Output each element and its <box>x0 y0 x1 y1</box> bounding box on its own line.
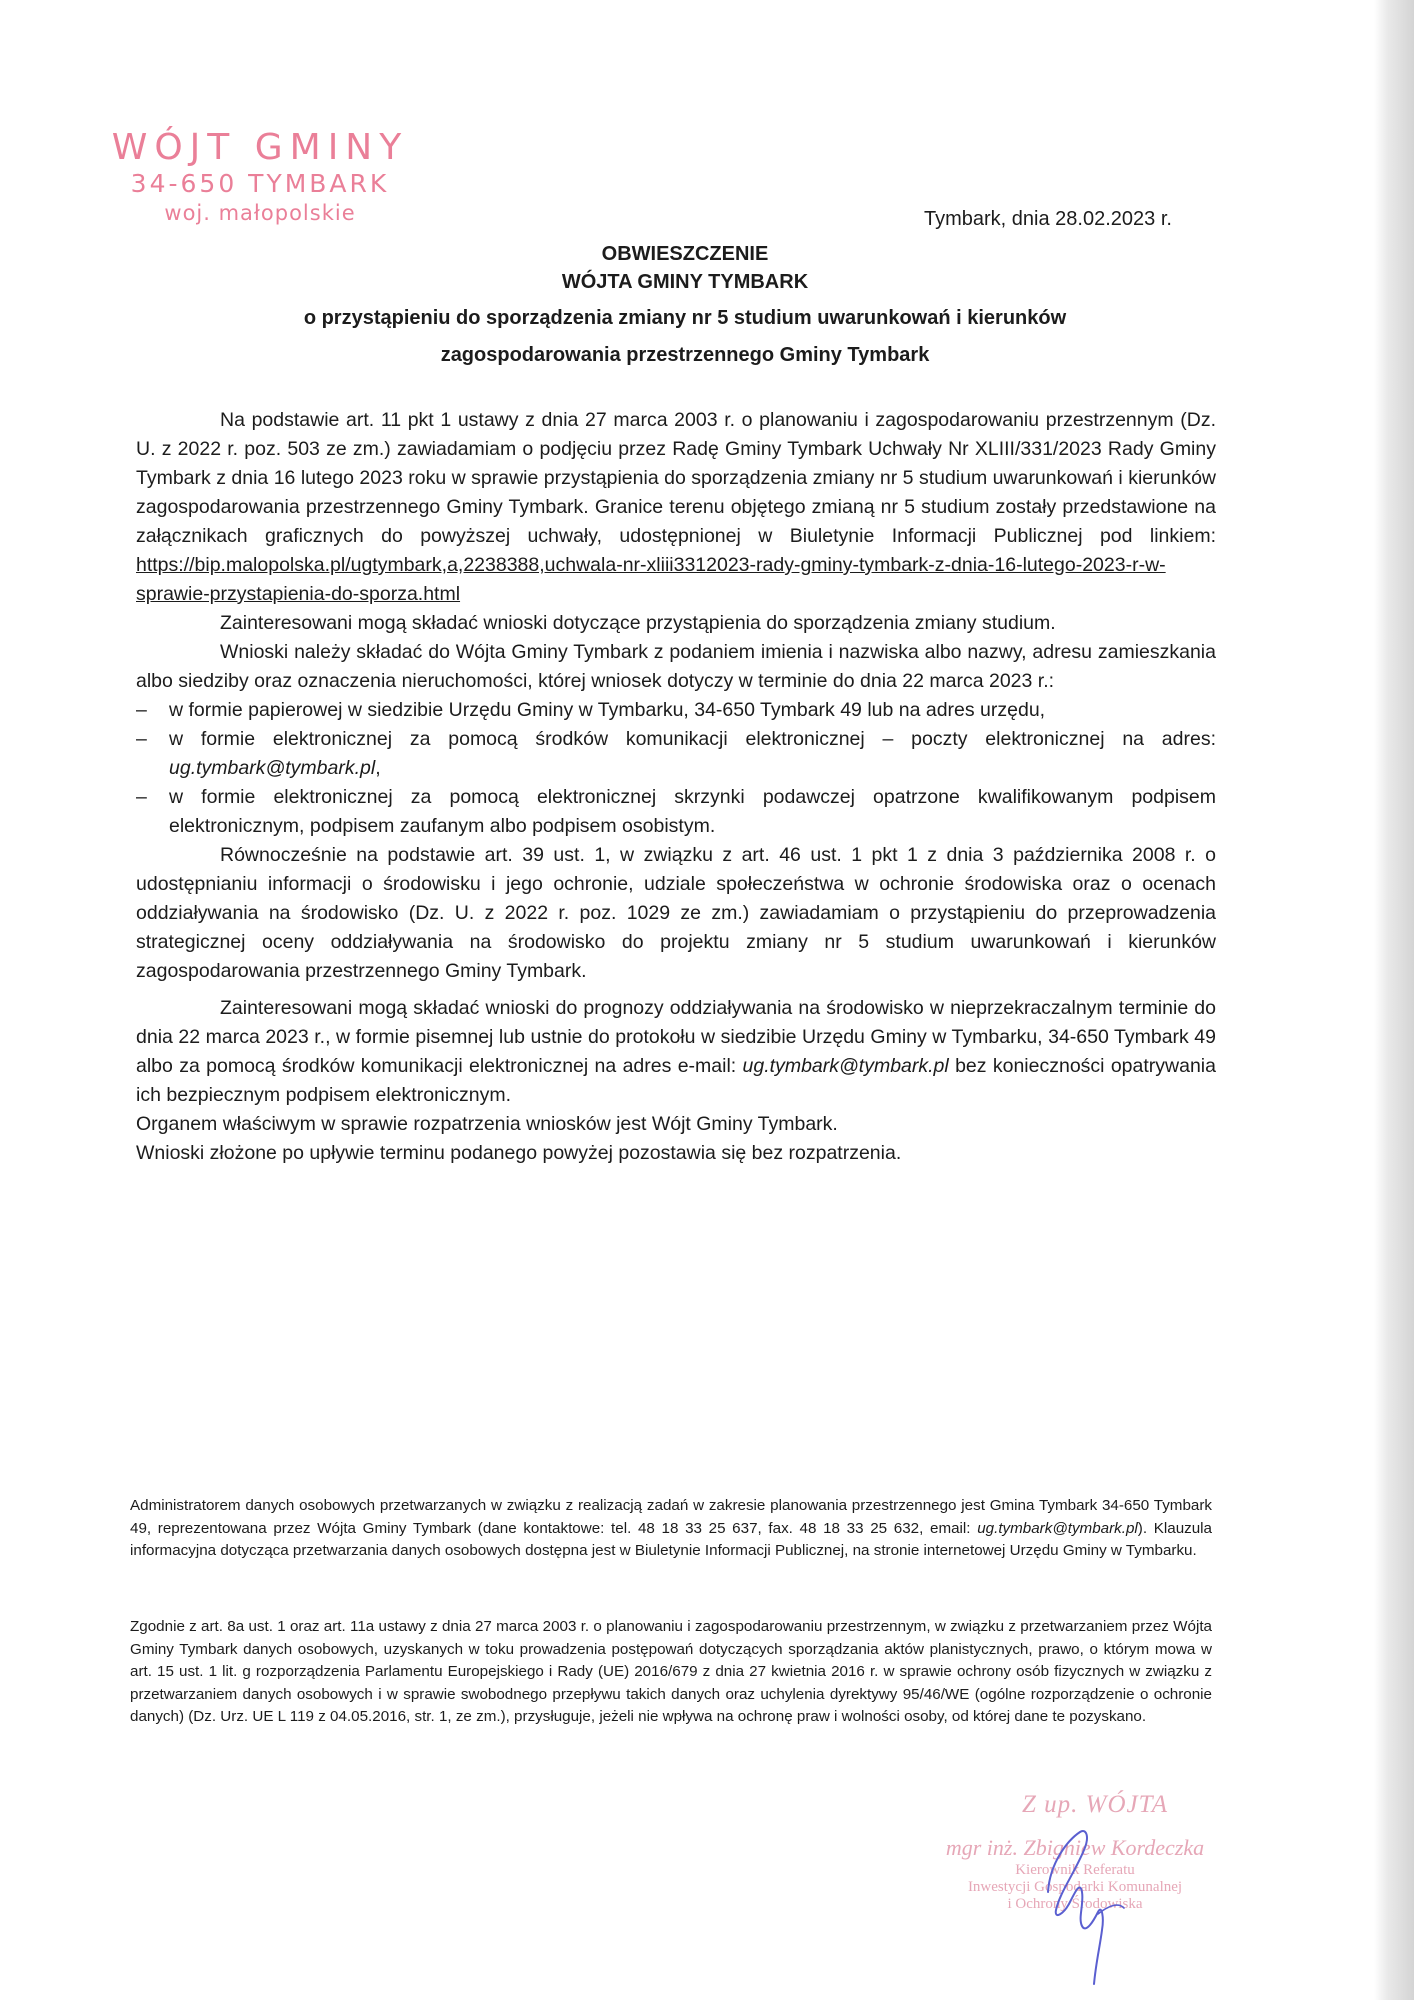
paragraph-late-applications: Wnioski złożone po upływie terminu podanego powyżej pozostawia się bez rozpatrzenia. <box>136 1142 902 1164</box>
list-item <box>136 696 1216 725</box>
email-address[interactable]: ug.tymbark@tymbark.pl <box>977 1519 1138 1537</box>
footnote-data-administrator <box>130 1495 1212 1563</box>
paragraph-forecast-applications <box>136 994 1216 1110</box>
paragraph-applications-allowed: Zainteresowani mogą składać wnioski dotyczące przystąpienia do sporządzenia zmiany studium. <box>220 612 1056 634</box>
office-stamp <box>95 128 425 226</box>
list-item-text: w formie elektronicznej za pomocą elektronicznej skrzynki podawczej opatrzone kwalifikowanym podpisem elektronicznym, podpisem zaufanym albo podpisem osobistym. <box>169 786 1216 837</box>
footnote-1-text-end: ). Klauzula informacyjna dotycząca przetwarzania danych osobowych dostępna jest w Biuletynie Informacji Publicznej, na stronie internetowej Urzędu Gminy w Tymbarku. <box>130 1519 1212 1559</box>
stamp-line-2: 34-650 TYMBARK <box>130 169 390 198</box>
bip-resolution-link[interactable]: https://bip.malopolska.pl/ugtymbark,a,2238388,uchwala-nr-xliii3312023-rady-gminy-tymbark-z-dnia-16-lutego-2023-r-w-sprawie-przystapienia-do-sporza.html <box>136 554 1166 605</box>
list-dash: – <box>136 699 147 721</box>
heading-issuer: WÓJTA GMINY TYMBARK <box>561 271 809 293</box>
list-item <box>136 725 1216 783</box>
signature-stamp-line-4: Inwestycji Gospodarki Komunalnej <box>967 1879 1183 1895</box>
stamp-line-3: woj. małopolskie <box>164 201 356 225</box>
signature-stamp-line-5: i Ochrony Środowiska <box>1007 1896 1143 1912</box>
email-address[interactable]: ug.tymbark@tymbark.pl <box>169 757 376 779</box>
footnote-gdpr <box>130 1616 1212 1729</box>
list-dash: – <box>136 786 147 808</box>
paragraph-legal-basis-text: Na podstawie art. 11 pkt 1 ustawy z dnia 27 marca 2003 r. o planowaniu i zagospodarowaniu przestrzennym (Dz. U. z 2022 r. poz. 503 ze zm.) zawiadamiam o podjęciu przez Radę Gminy Tymbark Uchwały Nr XLIII/331/2023 Rady Gminy Tymbark z dnia 16 lutego 2023 roku w sprawie przystąpienia do sporządzenia zmiany nr 5 studium uwarunkowań i kierunków zagospodarowania przestrzennego Gminy Tymbark. Granice terenu objętego zmianą nr 5 studium zostały przedstawione na załącznikach graficznych do powyższej uchwały, udostępnionej w Biuletynie Informacji Publicznej pod linkiem: <box>136 409 1216 547</box>
handwritten-signature <box>1020 1822 1140 1987</box>
paragraph-forecast-text-end: bez konieczności opatrywania ich bezpiecznym podpisem elektronicznym. <box>136 1055 1216 1106</box>
paragraph-forecast-text: Zainteresowani mogą składać wnioski do prognozy oddziaływania na środowisko w nieprzekraczalnym terminie do dnia 22 marca 2023 r., w formie pisemnej lub ustnie do protokołu w siedzibie Urzędu Gminy w Tymbarku, 34-650 Tymbark 49 albo za pomocą środków komunikacji elektronicznej na adres e-mail: <box>136 997 1216 1077</box>
submission-methods-list <box>136 696 1216 841</box>
stamp-line-1: WÓJT GMINY <box>111 127 409 168</box>
paragraph-environmental-assessment: Równocześnie na podstawie art. 39 ust. 1, w związku z art. 46 ust. 1 pkt 1 z dnia 3 października 2008 r. o udostępnianiu informacji o środowisku i jego ochronie, udziale społeczeństwa w ochronie środowiska oraz o ocenach oddziaływania na środowisko (Dz. U. z 2022 r. poz. 1029 ze zm.) zawiadamiam o przystąpieniu do przeprowadzenia strategicznej oceny oddziaływania na środowisko do projektu zmiany nr 5 studium uwarunkowań i kierunków zagospodarowania przestrzennego Gminy Tymbark. <box>136 844 1216 982</box>
paragraph-legal-basis <box>136 406 1216 609</box>
page-edge-shadow <box>1374 0 1414 2000</box>
signature-stamp-name: mgr inż. Zbigniew Kordeczka <box>945 1835 1205 1860</box>
list-dash: – <box>136 728 147 750</box>
heading-subject-line-1: o przystąpieniu do sporządzenia zmiany nr 5 studium uwarunkowań i kierunków <box>303 307 1067 329</box>
notice-body <box>136 406 1216 1168</box>
list-item-text: w formie papierowej w siedzibie Urzędu Gminy w Tymbarku, 34-650 Tymbark 49 lub na adres urzędu, <box>169 699 1046 721</box>
place-date: Tymbark, dnia 28.02.2023 r. <box>924 208 1172 230</box>
list-item-text: w formie elektronicznej za pomocą środków komunikacji elektronicznej – poczty elektronicznej na adres: <box>169 728 1216 750</box>
heading-title: OBWIESZCZENIE <box>601 243 769 265</box>
paragraph-competent-authority: Organem właściwym w sprawie rozpatrzenia wniosków jest Wójt Gminy Tymbark. <box>136 1113 838 1135</box>
footnote-2: Zgodnie z art. 8a ust. 1 oraz art. 11a ustawy z dnia 27 marca 2003 r. o planowaniu i zagospodarowaniu przestrzennym, w związku z przetwarzaniem przez Wójta Gminy Tymbark danych osobowych, uzyskanych w toku prowadzenia postępowań dotyczących sporządzania aktów planistycznych, prawo, o którym mowa w art. 15 ust. 1 lit. g rozporządzenia Parlamentu Europejskiego i Rady (UE) 2016/679 z dnia 27 kwietnia 2016 r. w sprawie ochrony osób fizycznych w związku z przetwarzaniem danych osobowych i w sprawie swobodnego przepływu takich danych oraz uchylenia dyrektywy 95/46/WE (ogólne rozporządzenie o ochronie danych) (Dz. Urz. UE L 119 z 04.05.2016, str. 1, ze zm.), przysługuje, jeżeli nie wpływa na ochronę praw i wolności osoby, od której dane te pozyskano. <box>130 1618 1212 1725</box>
signature-stamp-line-3: Kierownik Referatu <box>1015 1862 1135 1878</box>
footnote-1-text: Administratorem danych osobowych przetwarzanych w związku z realizacją zadań w zakresie planowania przestrzennego jest Gmina Tymbark 34-650 Tymbark 49, reprezentowana przez Wójta Gminy Tymbark (dane kontaktowe: tel. 48 18 33 25 637, fax. 48 18 33 25 632, email: <box>130 1497 1212 1537</box>
heading-subject-line-2: zagospodarowania przestrzennego Gminy Tymbark <box>440 344 930 366</box>
list-item-end: , <box>375 757 381 779</box>
paragraph-applications-how: Wnioski należy składać do Wójta Gminy Tymbark z podaniem imienia i nazwiska albo nazwy, adresu zamieszkania albo siedziby oraz oznaczenia nieruchomości, której wniosek dotyczy w terminie do dnia 22 marca 2023 r.: <box>136 641 1216 692</box>
signature-stamp-line-1: Z up. WÓJTA <box>1022 1791 1168 1818</box>
list-item <box>136 783 1216 841</box>
footnote-1 <box>130 1495 1212 1563</box>
email-address[interactable]: ug.tymbark@tymbark.pl <box>742 1055 949 1077</box>
